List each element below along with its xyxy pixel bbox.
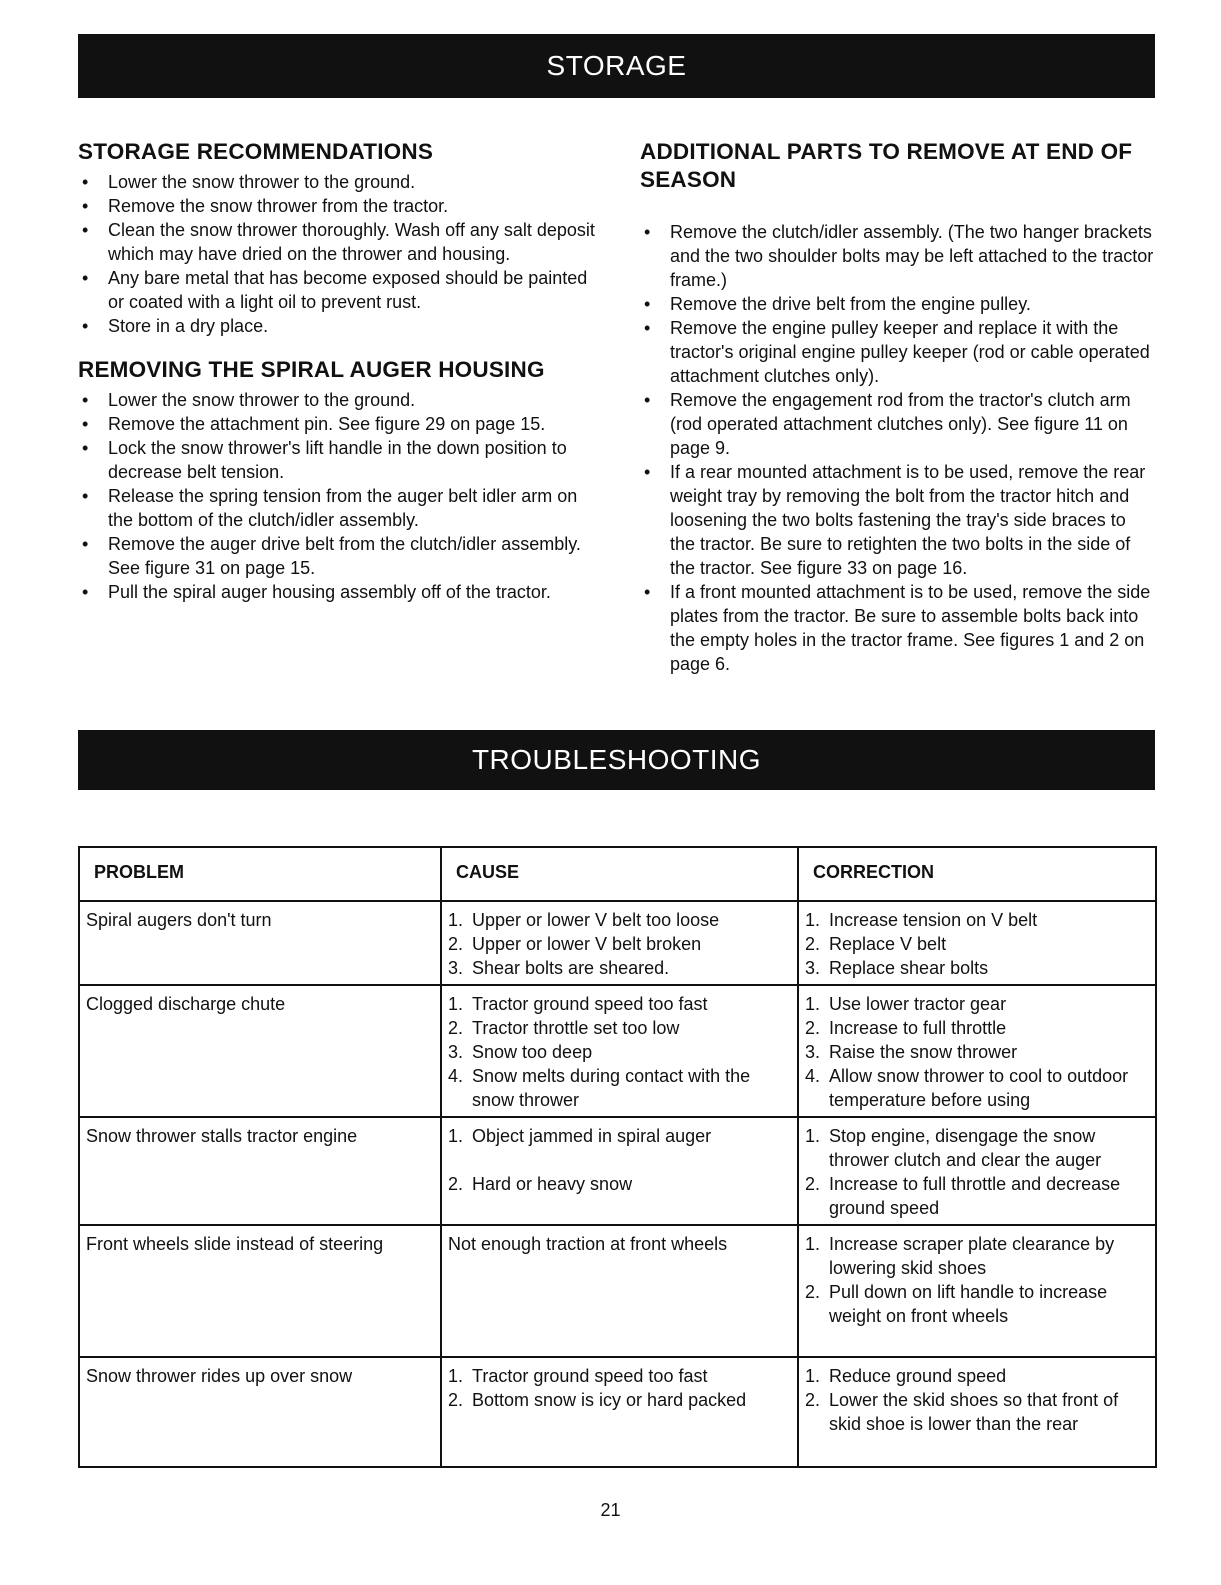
table-header-row [79, 847, 1156, 901]
cause-item: 2. Hard or heavy snow [448, 1174, 633, 1194]
table-row [79, 1225, 1156, 1357]
list-item: • Remove the snow thrower from the tractor. [78, 194, 598, 218]
correction-item: 1. Reduce ground speed [805, 1366, 1007, 1386]
storage-recommendations-list [78, 170, 598, 338]
list-item: • Remove the auger drive belt from the clutch/idler assembly. See figure 31 on page 15. [78, 532, 598, 580]
correction-item: 2. Increase to full throttle and decrease ground speed [805, 1174, 1121, 1218]
troubleshooting-banner: TROUBLESHOOTING [78, 730, 1155, 790]
list-item: • Pull the spiral auger housing assembly off of the tractor. [78, 580, 598, 604]
list-item: • Remove the engagement rod from the tractor's clutch arm (rod operated attachment clutches only). See figure 11 on page 9. [640, 388, 1155, 460]
cause-cell [441, 901, 798, 985]
cause-item: 3. Shear bolts are sheared. [448, 958, 670, 978]
list-item: • Lower the snow thrower to the ground. [78, 170, 598, 194]
correction-item: 1. Increase tension on V belt [805, 910, 1038, 930]
cause-item: 3. Snow too deep [448, 1042, 593, 1062]
storage-recommendations-heading: STORAGE RECOMMENDATIONS [78, 139, 434, 164]
correction-item: 2. Replace V belt [805, 934, 947, 954]
correction-cell [798, 985, 1156, 1117]
cause-cell: Not enough traction at front wheels [441, 1225, 798, 1357]
list-item: • Remove the engine pulley keeper and replace it with the tractor's original engine pulley keeper (rod or cable operated attachment clutches only). [640, 316, 1155, 388]
cause-item: 1. Upper or lower V belt too loose [448, 910, 720, 930]
correction-item: 4. Allow snow thrower to cool to outdoor temperature before using [805, 1066, 1129, 1110]
cause-cell [441, 985, 798, 1117]
page-number: 21 [600, 1500, 621, 1520]
problem-cell: Snow thrower rides up over snow [79, 1357, 441, 1467]
correction-item: 3. Replace shear bolts [805, 958, 989, 978]
correction-item: 2. Pull down on lift handle to increase weight on front wheels [805, 1282, 1108, 1326]
additional-parts-heading: ADDITIONAL PARTS TO REMOVE AT END OF SEASON [640, 139, 1133, 192]
left-column [78, 138, 598, 604]
problem-cell: Front wheels slide instead of steering [79, 1225, 441, 1357]
list-item: • Store in a dry place. [78, 314, 598, 338]
cause-item: 1. Tractor ground speed too fast [448, 994, 708, 1014]
header-correction: CORRECTION [798, 847, 1156, 901]
storage-banner: STORAGE [78, 34, 1155, 98]
table-row [79, 901, 1156, 985]
cause-item: 2. Bottom snow is icy or hard packed [448, 1390, 747, 1410]
cause-cell [441, 1357, 798, 1467]
removing-housing-heading: REMOVING THE SPIRAL AUGER HOUSING [78, 357, 545, 382]
cause-cell [441, 1117, 798, 1225]
cause-item: 1. Tractor ground speed too fast [448, 1366, 708, 1386]
list-item: • If a rear mounted attachment is to be used, remove the rear weight tray by removing the bolt from the tractor hitch and loosening the two bolts fastening the tray's side braces to the tractor. Be sure to retighten the two bolts in the side of the tractor. See figure 33 on page 16. [640, 460, 1155, 580]
table-row [79, 985, 1156, 1117]
list-item: • Lower the snow thrower to the ground. [78, 388, 598, 412]
table-row [79, 1357, 1156, 1467]
correction-item: 3. Raise the snow thrower [805, 1042, 1018, 1062]
list-item: • Lock the snow thrower's lift handle in the down position to decrease belt tension. [78, 436, 598, 484]
additional-parts-list [640, 220, 1155, 676]
correction-item: 1. Use lower tractor gear [805, 994, 1007, 1014]
list-item: • Remove the clutch/idler assembly. (The two hanger brackets and the two shoulder bolts may be left attached to the tractor frame.) [640, 220, 1155, 292]
cause-item: 2. Tractor throttle set too low [448, 1018, 680, 1038]
correction-item: 2. Lower the skid shoes so that front of skid shoe is lower than the rear [805, 1390, 1119, 1434]
list-item: • Any bare metal that has become exposed should be painted or coated with a light oil to prevent rust. [78, 266, 598, 314]
correction-cell [798, 1117, 1156, 1225]
cause-item: 4. Snow melts during contact with the snow thrower [448, 1066, 751, 1110]
correction-item: 2. Increase to full throttle [805, 1018, 1007, 1038]
correction-cell [798, 1225, 1156, 1357]
list-item: • If a front mounted attachment is to be used, remove the side plates from the tractor. Be sure to assemble bolts back into the empty holes in the tractor frame. See figures 1 and 2 on page 6. [640, 580, 1155, 676]
correction-cell [798, 901, 1156, 985]
spacer [448, 1148, 791, 1172]
problem-cell: Spiral augers don't turn [79, 901, 441, 985]
troubleshooting-table [78, 846, 1157, 1468]
problem-cell: Snow thrower stalls tractor engine [79, 1117, 441, 1225]
cause-item: 2. Upper or lower V belt broken [448, 934, 702, 954]
cause-item: 1. Object jammed in spiral auger [448, 1126, 712, 1146]
list-item: • Remove the drive belt from the engine pulley. [640, 292, 1155, 316]
list-item: • Remove the attachment pin. See figure 29 on page 15. [78, 412, 598, 436]
table-row [79, 1117, 1156, 1225]
problem-cell: Clogged discharge chute [79, 985, 441, 1117]
correction-item: 1. Increase scraper plate clearance by lowering skid shoes [805, 1234, 1115, 1278]
correction-item: 1. Stop engine, disengage the snow thrower clutch and clear the auger [805, 1126, 1102, 1170]
header-cause: CAUSE [441, 847, 798, 901]
list-item: • Clean the snow thrower thoroughly. Wash off any salt deposit which may have dried on the thrower and housing. [78, 218, 598, 266]
header-problem: PROBLEM [79, 847, 441, 901]
removing-housing-list [78, 388, 598, 604]
list-item: • Release the spring tension from the auger belt idler arm on the bottom of the clutch/idler assembly. [78, 484, 598, 532]
correction-cell [798, 1357, 1156, 1467]
right-column [640, 138, 1155, 676]
